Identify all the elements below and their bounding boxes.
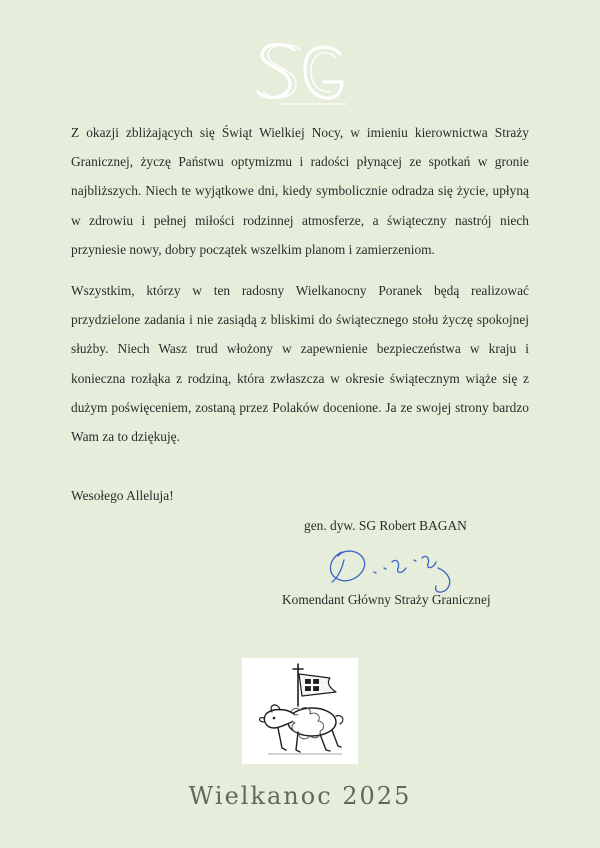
sg-monogram-logo bbox=[250, 38, 350, 110]
greeting-text: Wesołego Alleluja! bbox=[71, 488, 174, 503]
letter-paragraph-1: Z okazji zbliżających się Świąt Wielkiej Nocy, w imieniu kierownictwa Straży Granicznej, życzę Państwu optymizmu i radości płynącej ze spotkań w gronie najbliższych. Niech te wyjątkowe dni, kiedy symbolicznie odradza się życie, upłyną w zdrowiu i pełnej miłości rodzinnej atmosferze, a świąteczny nastrój niech przyniesie nowy, dobry początek wszelkim planom i zamierzeniom. bbox=[71, 125, 529, 257]
letter-body bbox=[71, 118, 529, 451]
letter-paragraph-2: Wszystkim, którzy w ten radosny Wielkanocny Poranek będą realizować przydzielone zadania i nie zasiądą z bliskimi do świątecznego stołu życzę spokojnej służby. Niech Wasz trud włożony w zapewnienie bezpieczeństwa w kraju i konieczna rozłąka z rodziną, która zwłaszcza w okresie świątecznym wiąże się z dużym poświęceniem, zostaną przez Polaków docenione. Ja ze swojej strony bardzo Wam za to dziękuję. bbox=[71, 283, 529, 445]
signer-title: Komendant Główny Straży Granicznej bbox=[282, 592, 491, 607]
easter-lamb-with-banner-icon bbox=[242, 658, 358, 764]
handwritten-signature bbox=[318, 538, 466, 594]
easter-lamb-illustration bbox=[242, 658, 358, 764]
signer-name: gen. dyw. SG Robert BAGAN bbox=[304, 518, 467, 533]
footer-title: Wielkanoc 2025 bbox=[188, 782, 412, 810]
